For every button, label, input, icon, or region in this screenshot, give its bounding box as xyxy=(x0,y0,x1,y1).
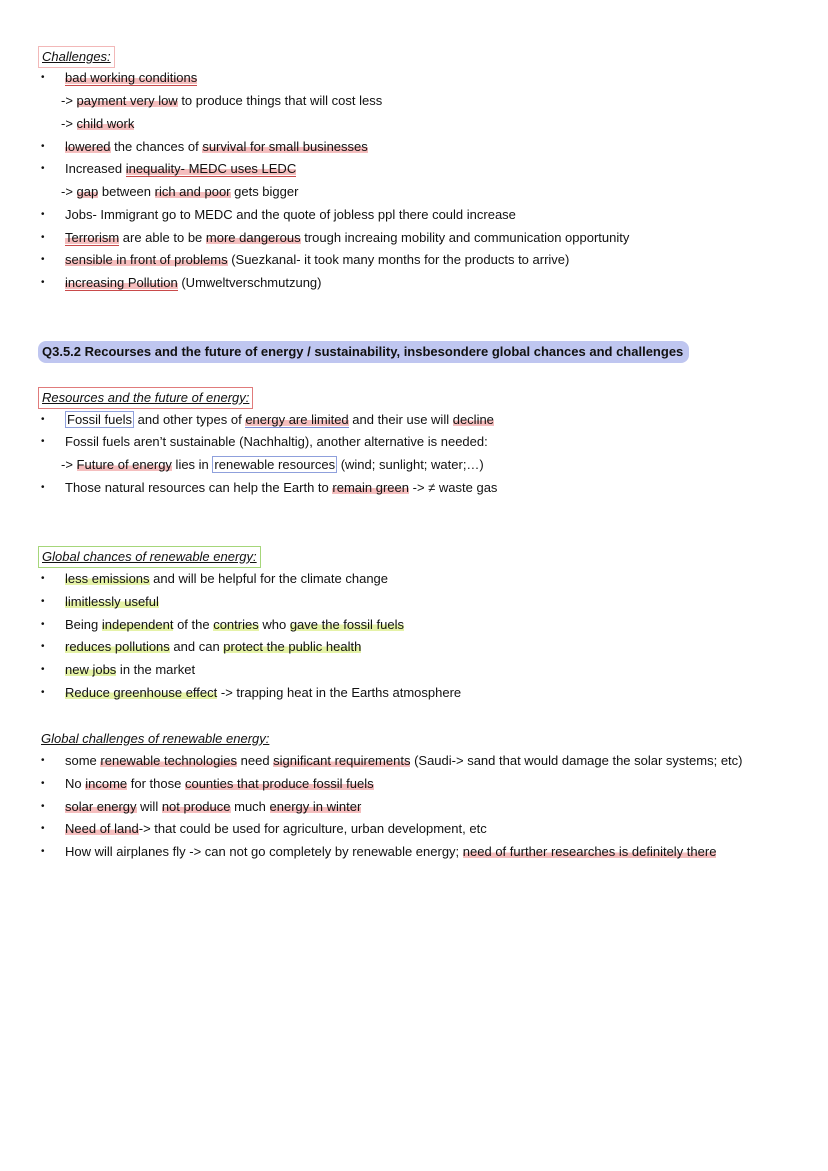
plain-text: Those natural resources can help the Earth to xyxy=(65,480,333,495)
highlight-text: bad working conditions xyxy=(65,70,198,85)
plain-text: (Saudi-> sand that would damage the solar systems; etc) xyxy=(410,753,743,768)
highlight-text: remain green xyxy=(332,480,409,495)
bullet: • xyxy=(41,277,45,288)
bullet: • xyxy=(41,209,45,220)
plain-text: Being xyxy=(65,617,102,632)
highlight-text: less emissions xyxy=(65,571,150,586)
bullet: • xyxy=(41,141,45,152)
resources-heading: Resources and the future of energy: xyxy=(38,387,253,409)
highlight-text: increasing Pollution xyxy=(65,275,178,290)
highlight-text: protect the public health xyxy=(223,639,362,654)
bullet: • xyxy=(41,414,45,425)
highlight-text: more dangerous xyxy=(205,230,301,245)
highlight-text: contries xyxy=(213,617,259,632)
plain-text: to produce things that will cost less xyxy=(177,93,383,108)
highlight-text: Future of energy xyxy=(76,457,172,472)
plain-text: How will airplanes fly -> can not go completely by renewable energy; xyxy=(65,844,463,859)
bullet: • xyxy=(41,801,45,812)
bullet: • xyxy=(41,72,45,83)
highlight-text: Need of land xyxy=(65,821,139,836)
highlight-text: decline xyxy=(452,412,494,427)
bullet: • xyxy=(41,641,45,652)
arrow-text: -> xyxy=(61,184,77,199)
bullet: • xyxy=(41,254,45,265)
highlight-text: payment very low xyxy=(76,93,178,108)
section-title: Q3.5.2 Recourses and the future of energy / sustainability, insbesondere global chances and challenges xyxy=(38,341,689,363)
highlight-text: gap xyxy=(76,184,99,199)
highlight-text: Terrorism xyxy=(65,230,120,245)
highlight-text: inequality- MEDC uses LEDC xyxy=(125,161,297,176)
highlight-text: independent xyxy=(101,617,174,632)
boxed-text: renewable resources xyxy=(214,457,336,472)
chances-heading: Global chances of renewable energy: xyxy=(38,546,261,568)
plain-text: -> trapping heat in the Earths atmosphere xyxy=(217,685,462,700)
plain-text: for those xyxy=(127,776,185,791)
bullet: • xyxy=(41,846,45,857)
highlight-text: Reduce greenhouse effect xyxy=(65,685,218,700)
plain-text: Increased xyxy=(65,161,126,176)
plain-text: and their use will xyxy=(348,412,453,427)
plain-text: of the xyxy=(173,617,214,632)
plain-text: gets bigger xyxy=(230,184,299,199)
bullet: • xyxy=(41,436,45,447)
bullet: • xyxy=(41,778,45,789)
plain-text: -> ≠ waste gas xyxy=(409,480,498,495)
plain-text: need xyxy=(237,753,274,768)
bullet: • xyxy=(41,573,45,584)
arrow-text: -> xyxy=(61,93,77,108)
highlight-text: new jobs xyxy=(65,662,117,677)
challenges2-heading: Global challenges of renewable energy: xyxy=(41,731,270,746)
highlight-text: not produce xyxy=(161,799,231,814)
highlight-text: need of further researches is definitely there xyxy=(462,844,717,859)
bullet: • xyxy=(41,596,45,607)
plain-text: (Suezkanal- it took many months for the products to arrive) xyxy=(227,252,570,267)
highlight-text: limitlessly useful xyxy=(65,594,159,609)
boxed-text: Fossil fuels xyxy=(67,412,133,427)
plain-text: some xyxy=(65,753,101,768)
plain-text: the chances of xyxy=(110,139,203,154)
bullet: • xyxy=(41,755,45,766)
highlight-text: survival for small businesses xyxy=(202,139,368,154)
highlight-text: rich and poor xyxy=(154,184,231,199)
plain-text: Jobs- Immigrant go to MEDC and the quote of jobless ppl there could increase xyxy=(65,207,516,222)
arrow-text: -> xyxy=(61,457,77,472)
plain-text: are able to be xyxy=(119,230,206,245)
plain-text: trough increaing mobility and communication opportunity xyxy=(300,230,630,245)
plain-text: and will be helpful for the climate change xyxy=(149,571,389,586)
bullet: • xyxy=(41,232,45,243)
highlight-text: renewable technologies xyxy=(100,753,238,768)
highlight-text: energy in winter xyxy=(269,799,362,814)
plain-text: lies in xyxy=(171,457,213,472)
plain-text: much xyxy=(230,799,270,814)
highlight-text: gave the fossil fuels xyxy=(289,617,404,632)
plain-text: who xyxy=(258,617,290,632)
bullet: • xyxy=(41,619,45,630)
plain-text: (Umweltverschmutzung) xyxy=(177,275,322,290)
highlight-text: lowered xyxy=(65,139,111,154)
plain-text: and other types of xyxy=(134,412,246,427)
bullet: • xyxy=(41,823,45,834)
plain-text: will xyxy=(136,799,162,814)
plain-text: Fossil fuels aren’t sustainable (Nachhaltig), another alternative is needed: xyxy=(65,434,488,449)
highlight-text: income xyxy=(85,776,128,791)
challenges-heading: Challenges: xyxy=(38,46,115,68)
highlight-text: significant requirements xyxy=(273,753,411,768)
bullet: • xyxy=(41,163,45,174)
plain-text: (wind; sunlight; water;…) xyxy=(337,457,484,472)
highlight-text: energy are limited xyxy=(245,412,349,427)
arrow-text: -> xyxy=(61,116,77,131)
plain-text: in the market xyxy=(116,662,196,677)
plain-text: and can xyxy=(169,639,224,654)
bullet: • xyxy=(41,482,45,493)
plain-text: -> that could be used for agriculture, urban development, etc xyxy=(138,821,487,836)
bullet: • xyxy=(41,687,45,698)
plain-text: between xyxy=(98,184,155,199)
highlight-text: reduces pollutions xyxy=(65,639,170,654)
highlight-text: child work xyxy=(76,116,135,131)
bullet: • xyxy=(41,664,45,675)
highlight-text: sensible in front of problems xyxy=(65,252,228,267)
highlight-text: counties that produce fossil fuels xyxy=(184,776,374,791)
highlight-text: solar energy xyxy=(65,799,137,814)
plain-text: No xyxy=(65,776,86,791)
